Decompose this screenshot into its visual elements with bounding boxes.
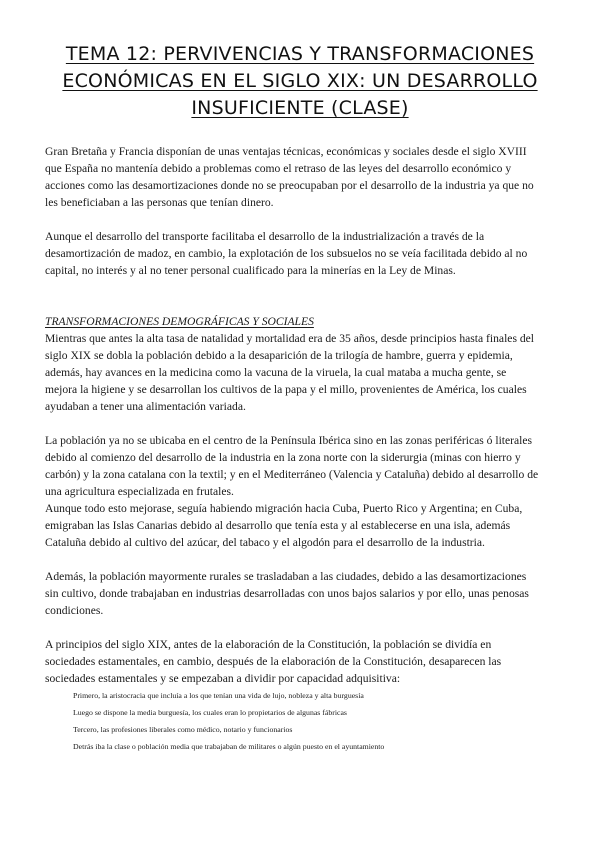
title-line: ECONÓMICAS EN EL SIGLO XIX: UN DESARROLLO <box>62 70 538 92</box>
text-line: La población ya no se ubicaba en el centro de la Península Ibérica sino en las zonas periféricas ó literales <box>45 434 533 447</box>
paragraph-population <box>45 432 560 551</box>
paragraph-transport <box>45 228 560 279</box>
text-line: acciones como las desamortizaciones donde no se preocupaban por el desarrollo de la industria ya que no <box>45 179 534 192</box>
text-line: Aunque el desarrollo del transporte facilitaba el desarrollo de la industrialización a través de la <box>45 230 485 243</box>
text-line: Mientras que antes la alta tasa de natalidad y mortalidad era de 35 años, desde principios hasta finales del <box>45 332 535 345</box>
text-line: desamortización de madoz, en cambio, la explotación de los subsuelos no se veía facilitada debido al no <box>45 247 528 260</box>
document-title <box>40 41 560 122</box>
text-line: Además, la población mayormente rurales se trasladaban a las ciudades, debido a las desamortizaciones <box>45 570 527 583</box>
text-line: debido al comienzo del desarrollo de la industria en la zona norte con la siderurgia (minas con hierro y <box>45 451 521 464</box>
text-line: capital, no interés y al no tener personal cualificado para la minerías en la Ley de Minas. <box>45 264 456 277</box>
title-line: TEMA 12: PERVIVENCIAS Y TRANSFORMACIONES <box>65 43 535 65</box>
text-line: Cataluña debido al cultivo del azúcar, del tabaco y el algodón para el desarrollo de la industria. <box>45 536 485 549</box>
text-line: una agricultura especializada en frutales. <box>45 485 234 498</box>
paragraph-demography <box>45 330 560 415</box>
list-item: Detrás iba la clase o población media que trabajaban de militares o algún puesto en el ayuntamiento <box>73 742 385 751</box>
text-line: mejora la higiene y se desarrollan los cultivos de la papa y el millo, provenientes de América, los cuales <box>45 383 527 396</box>
list-item: Luego se dispone la media burguesía, los cuales eran lo propietarios de algunas fábricas <box>73 708 347 717</box>
text-line: que España no mantenía debido a problemas como el retraso de las leyes del desarrollo económico y <box>45 162 512 175</box>
text-line: sin cultivo, donde trabajaban en industrias desarrolladas con unos bajos salarios y por ello, unas penosas <box>45 587 529 600</box>
text-line: sociedades estamentales, en cambio, después de la elaboración de la Constitución, desaparecen las <box>45 655 502 668</box>
text-line: condiciones. <box>45 604 104 617</box>
text-line: además, hay avances en la medicina como la vacuna de la viruela, la cual mataba a mucha gente, se <box>45 366 507 379</box>
text-line: A principios del siglo XIX, antes de la elaboración de la Constitución, la población se dividía en <box>45 638 492 651</box>
section-heading: TRANSFORMACIONES DEMOGRÁFICAS Y SOCIALES <box>45 315 314 328</box>
text-line: siglo XIX se dobla la población debido a la desaparición de la trilogía de hambre, guerra y epidemia, <box>45 349 513 362</box>
class-list <box>45 687 560 755</box>
title-line: INSUFICIENTE (CLASE) <box>191 97 409 119</box>
text-line: sociedades estamentales y se empezaban a dividir por capacidad adquisitiva: <box>45 672 401 685</box>
paragraph-intro <box>45 143 560 211</box>
text-line: ayudaban a tener una alimentación variada. <box>45 400 246 413</box>
text-line: Gran Bretaña y Francia disponían de unas ventajas técnicas, económicas y sociales desde el siglo XVIII <box>45 145 527 158</box>
paragraph-society <box>45 636 560 687</box>
list-item: Tercero, las profesiones liberales como médico, notario y funcionarios <box>73 725 293 734</box>
document-body <box>45 143 560 755</box>
text-line: les beneficiaban a las personas que tenían dinero. <box>45 196 274 209</box>
text-line: emigraban las Islas Canarias debido al desarrollo que tenía esta y al establecerse en una isla, además <box>45 519 511 532</box>
text-line: Aunque todo esto mejorase, seguía habiendo migración hacia Cuba, Puerto Rico y Argentina; en Cuba, <box>45 502 523 515</box>
list-item: Primero, la aristocracia que incluía a los que tenían una vida de lujo, nobleza y alta burguesía <box>73 691 364 700</box>
paragraph-rural-exodus <box>45 568 560 619</box>
text-line: carbón) y la zona catalana con la textil; y en el Mediterráneo (Valencia y Cataluña) debido al desarrollo de <box>45 468 539 481</box>
